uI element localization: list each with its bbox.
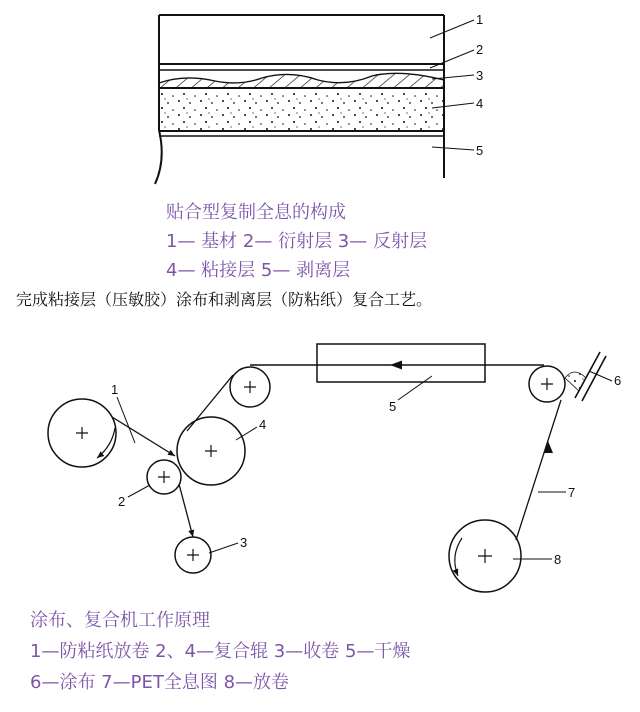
roller-top-right bbox=[529, 366, 565, 402]
machine-caption-line1: 1—防粘纸放卷 2、4—复合辊 3—收卷 5—干燥 bbox=[30, 641, 411, 662]
coating-machine-diagram bbox=[48, 344, 621, 592]
layer-callout-1: 1 bbox=[476, 12, 484, 27]
web-top-arrow bbox=[390, 361, 402, 370]
leader-5 bbox=[432, 147, 474, 150]
machine-leader-6 bbox=[589, 371, 612, 381]
machine-callout-4: 4 bbox=[259, 417, 267, 432]
machine-leader-1 bbox=[117, 397, 135, 443]
process-description: 完成粘接层（压敏胶）涂布和剥离层（防粘纸）复合工艺。 bbox=[16, 290, 433, 309]
roller-8 bbox=[449, 520, 521, 592]
layer-callout-2: 2 bbox=[476, 42, 484, 57]
machine-callout-6: 6 bbox=[614, 373, 622, 388]
layer-caption-line2: 4— 粘接层 5— 剥离层 bbox=[166, 260, 351, 281]
leader-3 bbox=[432, 75, 474, 79]
layer-caption-title: 贴合型复制全息的构成 bbox=[166, 202, 346, 223]
machine-callout-2: 2 bbox=[118, 494, 126, 509]
machine-callout-1: 1 bbox=[111, 382, 119, 397]
machine-callout-5: 5 bbox=[389, 399, 397, 414]
adhesive-layer bbox=[160, 90, 443, 130]
layer-structure-diagram bbox=[155, 12, 483, 184]
web-pet bbox=[516, 400, 561, 540]
leader-2 bbox=[430, 50, 474, 68]
leader-1 bbox=[430, 20, 474, 38]
layer-callout-4: 4 bbox=[476, 96, 484, 111]
layer-callout-3: 3 bbox=[476, 68, 484, 83]
roller-top-left bbox=[230, 367, 270, 407]
roller-3 bbox=[175, 537, 211, 573]
reflective-layer bbox=[159, 73, 444, 88]
machine-leader-2 bbox=[128, 485, 150, 497]
machine-leader-3 bbox=[209, 543, 238, 553]
web-release-paper bbox=[112, 417, 175, 456]
roller-4 bbox=[177, 417, 245, 485]
layer-caption-line1: 1— 基材 2— 衍射层 3— 反射层 bbox=[166, 231, 427, 252]
roller-2 bbox=[147, 460, 181, 494]
layer-callout-5: 5 bbox=[476, 143, 484, 158]
machine-caption-title: 涂布、复合机工作原理 bbox=[30, 610, 210, 631]
roller-1 bbox=[48, 399, 116, 467]
machine-caption-line2: 6—涂布 7—PET全息图 8—放卷 bbox=[30, 672, 290, 693]
machine-callout-8: 8 bbox=[554, 552, 562, 567]
web-to-rewind bbox=[179, 484, 193, 537]
machine-leader-5 bbox=[398, 376, 432, 400]
coating-adhesive bbox=[565, 372, 586, 391]
machine-callout-7: 7 bbox=[568, 485, 576, 500]
machine-callout-3: 3 bbox=[240, 535, 248, 550]
